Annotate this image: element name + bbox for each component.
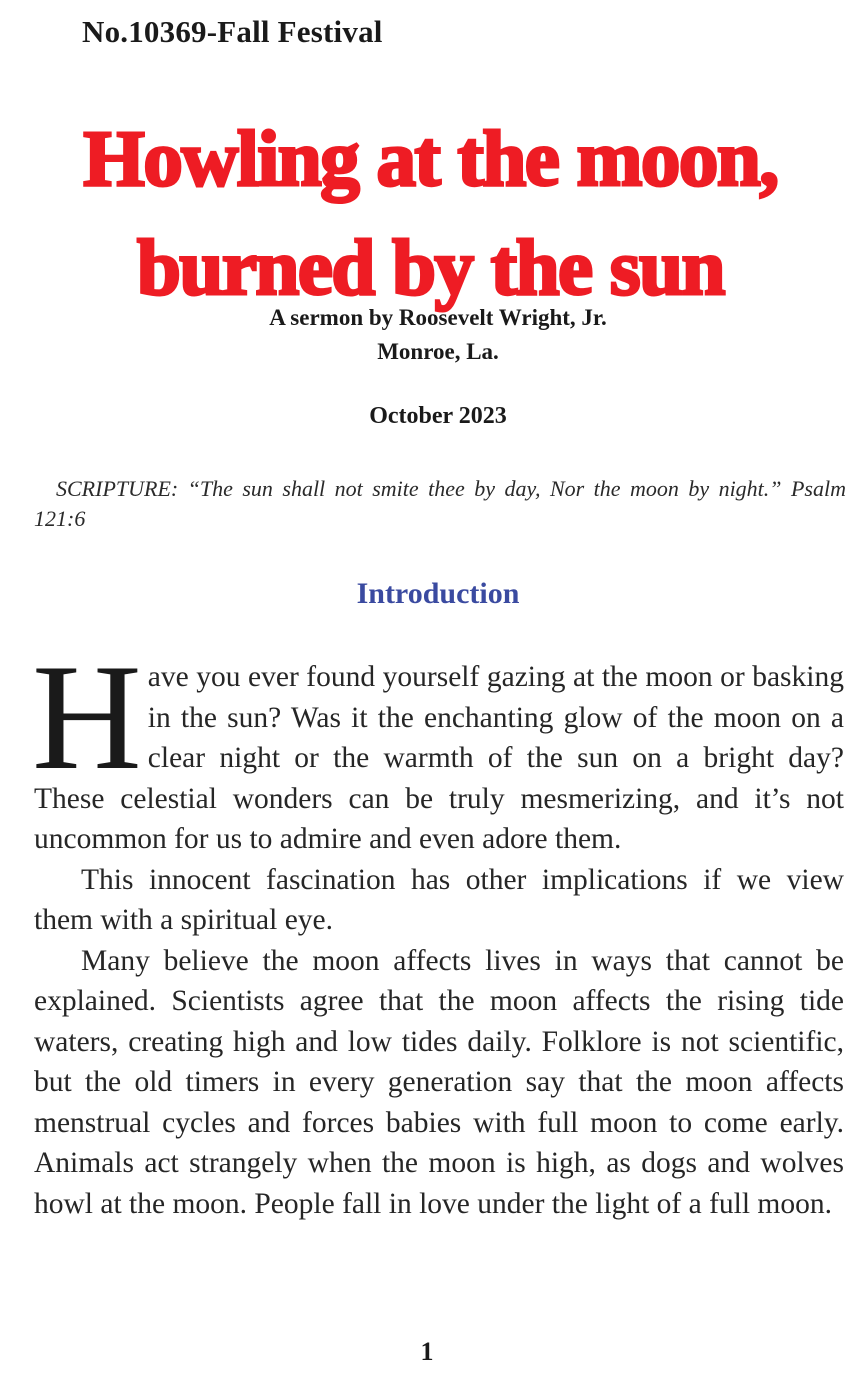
paragraph-2: This innocent fascination has other implications if we view them with a spiritual eye. bbox=[34, 863, 844, 936]
title-line-2: burned by the sun bbox=[137, 225, 724, 312]
paragraph-1 bbox=[32, 633, 844, 860]
series-number: No.10369-Fall Festival bbox=[82, 14, 383, 49]
title-line-1: Howling at the moon, bbox=[83, 116, 778, 203]
section-heading-introduction: Introduction bbox=[356, 577, 520, 610]
body-text bbox=[32, 633, 844, 1224]
author-byline: A sermon by Roosevelt Wright, Jr. bbox=[269, 305, 607, 330]
scripture-text: SCRIPTURE: “The sun shall not smite thee by day, Nor the moon by night.” Psalm 121:6 bbox=[34, 476, 846, 531]
paragraph-3: Many believe the moon affects lives in ways that cannot be explained. Scientists agree that the moon affects the rising tide waters, creating high and low tides daily. Folklore is not scientific, but the old timers in every generation say that the moon affects menstrual cycles and forces babies with full moon to come early. Animals act strangely when the moon is high, as dogs and wolves howl at the moon. People fall in love under the light of a full moon. bbox=[34, 944, 844, 1220]
sermon-date: October 2023 bbox=[369, 403, 507, 429]
drop-cap: H bbox=[32, 633, 142, 801]
scripture-block bbox=[34, 474, 846, 534]
paragraph-1-text: ave you ever found yourself gazing at the moon or basking in the sun? Was it the enchanting glow of the moon on a clear night or the warmth of the sun on a bright day? These celestial wonders can be truly mesmerizing, and it’s not uncommon for us to admire and even adore them. bbox=[34, 661, 844, 855]
page-number: 1 bbox=[420, 1337, 434, 1366]
author-location: Monroe, La. bbox=[377, 339, 499, 364]
